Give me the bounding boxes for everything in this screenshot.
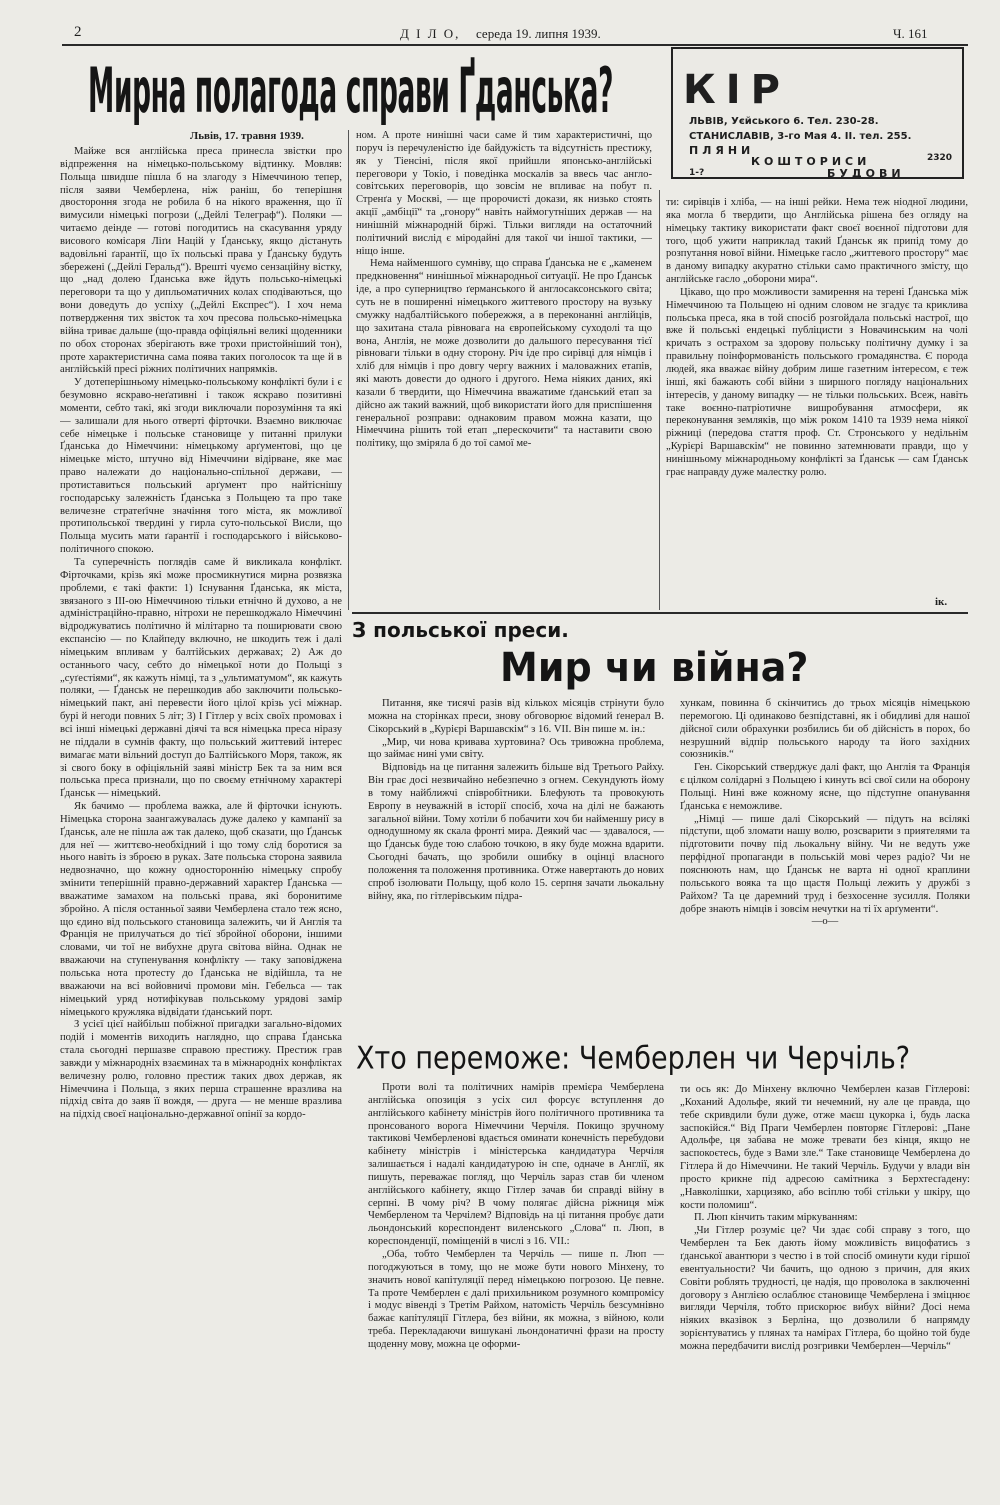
- paragraph: ном. А проте нинішні часи саме й тим характеристичні, що поруч із перечуленістю іде байдужість та відсутність престижу, як у Тіенсіні, після якої прийшли японсько-англійські переговори у Токіо, і поведінка москалів за ввесь час англо-совітських переговорів, що зовсім не впливає на побут п. Стренґа у Москві, — ще пророчисті докази, як низько стоять акції „амбіції“ та „гонору“ навіть наймогутніших держав — на нинішній міжнародній біржі. Тільки вигляди на остаточний політичний вислід є міродайні для такої чи іншої тактики, — ніщо інше.: [356, 130, 652, 257]
- article3-title: Хто переможе: Чемберлен чи Черчіль?: [356, 1040, 911, 1077]
- column-divider: [348, 130, 349, 610]
- paragraph: З усієї цієї найбільш побіжної пригадки загально-відомих подій і моментів виходить наглядно, що справа Ґданська стала сьогодні першазве справою престижу. Престиж грав завжди у міжнародніх взаєминах та в міжнародніх конфліктах величезну ролю, головно престиж таких двох держав, як Німеччина і Польща, з яких перша страшенне вразлива на підхід світа до заяв її вождя, — друга — не менше вразлива на підхід своєї національно-державної опінії за кордо-: [60, 1019, 342, 1121]
- column-divider: [659, 190, 660, 610]
- paragraph: „Оба, тобто Чемберлен та Черчіль — пише п. Люп — погоджуються в тому, що не може бути нового Мінхену, то значить нової капітуляції перед німецькою погрозою. Це певне. Та проте Чемберлен є далі прихильником розумного компромісу і модус вівенді з Третім Райхом, натомість Черчіль безсумнівно бажає капітуляції Гітлера, без війни, як можна, з війною, коли треба. Перекладаючи вишукані льондонатичні фрази на просту щоденну мову, можна це оформи-: [368, 1248, 664, 1350]
- header-rule: [62, 44, 968, 46]
- article1-column-2: [356, 130, 652, 612]
- paragraph: Цікаво, що про можливости замирення на терені Ґданська між Німеччиною та Польщею ні одним словом не згадує та криклива польська преса, яка в той спосіб розгойдала польські настрої, що вже й польські ендецькі публіцисти з Новачинським на чолі кричать з острахом за здорову польську політичну думку і за правильну поінформованість польського громадянства. Є порода людей, яка вважає війну добрим лише газетним інтересом, є теж інші, які бажають собі війни з ширшого погляду національних інтересів, у даному випадку — не тільки польських. Всеж, навіть таке воєнно-патріотичне вишробування атмосфери, як переконування земляків, що між роком 1410 та 1939 нема ніякої ріжниці (передова стаття проф. Ст. Стронського у недільнім „Курієрі Варшавскім“ не повинно затемнювати правди, що у нинішньому міжнародньому конфлікті за Ґданськ — сам Ґданськ грає направду дуже малеcтку ролю.: [666, 286, 968, 478]
- ad-buildings: БУДОВИ: [827, 167, 905, 180]
- paragraph: Як бачимо — проблема важка, але й фірточки існують. Німецька сторона заангажувалась дуже далеко у кампанії за Ґданськ, але не пішла аж так далеко, щоб сказати, що Ґданськ для неї — життєво-необхідний і що тому слід боротися за нього навіть із зброєю в руках. Зате польська сторона заявила недвозначно, що кожну одностороннію німецьку спробу змінити теперішній правно-державний характер Ґданська — вважатиме замахом на польські права, які боронитиме збройно. А після останньої заяви Чемберлена стало теж ясно, що єдино від польського становища залежить, чи й Англія та Франція не прилучаться до тієї збройної оборони, іншими словами, чи тої не вибухне друга світова війна. Однак не вважаючи на ступенування конфлікту — таку заповіджена польська нота протесту до Ґданська не відійшла, та не вважаючи на всі войовничі промови мін. Гебельса — так німецький уряд нотифікував польському урядові замір німецького кружляка відвідати ґданський порт.: [60, 801, 342, 1018]
- ad-code-right: 2320: [927, 153, 953, 163]
- ad-box-kir: [671, 47, 964, 179]
- article1-title: Мирна полагода справи Ґданська?: [88, 56, 614, 128]
- paragraph: Проти волі та політичних намірів премієра Чемберлена англійська опозиція з усіх сил форсує вступлення до англійського кабінету міністрів його політичного противника та пронсованого ворога Німеччини Черчіля. Покищо зручному тактикові Чемберленові вдається оминати конечність перебудови кабінету міністрів і міністерська кандидатура Черчіля залишається і надалі кандидатурою ін спе, одначе в Англії, як пишуть, переважає погляд, що Черчіль зараз став би членом англійського кабінету, якщо Гітлер зачав би справді війну в серпні. В чому річ? В чому полягає дійсна ріжниця між Чемберленом та Черчілем? Відповідь на ці питання пробує дати льондонський кореспондент виленського „Слова“ п. Люп, в кореспонденції, поміщеній в числі з 16. VII.:: [368, 1082, 664, 1248]
- article1-signature: ік.: [935, 596, 948, 608]
- separator: —о—: [811, 916, 839, 928]
- page-number: 2: [74, 24, 82, 40]
- issue-number: Ч. 161: [893, 26, 928, 41]
- ad-name: КІР: [683, 67, 790, 113]
- ad-code-left: 1-?: [689, 168, 705, 178]
- ad-estimates: КОШТОРИСИ: [751, 155, 871, 168]
- paragraph: У дотеперішньому німецько-польському конфлікті були і є безумовно яскраво-неґативні і також яскраво позитивні моменти, себто такі, які згоди виключали порозуміння та які — залишали для нього отверті фірточки. Взаємно виключає себе німецьке і польське становище у питанні прилуки Ґданська до Німеччини: німецькому арґументові, що це німецьке місто, штучно від Німеччини відірване, яке має право належати до національно-спільної держави, — протиставиться польський арґумент про найтіснішу господарську залежність Ґданська з Польщею та про таке величезне стратеґічне значіння того міста, як можливої протипольської твердині у гирла суто-польської Висли, що Польща мусить мати ґарантії і господарського і військово-політичного спокою.: [60, 377, 342, 556]
- article1-column-1: [60, 146, 342, 1502]
- paragraph: П. Люп кінчить таким міркуванням:: [694, 1212, 858, 1224]
- paragraph: Відповідь на це питання залежить більше від Третього Райху. Він грає досі незвичайно небезпечно з огнем. Секундують йому в тому найближчі співробітники. Блефують та провокують Европу в неуважній в історії спосіб, хоча на ділі не бажають загальної війни. Тому хотіли б побачити хоч би найменшу рису в однодушному як скала фронті мира. Деякий час — здавалося, — що Ґданськ буде тою слабою точкою, в яку буде можна вдарити. Сьогодні бачать, що зробили ошибку в оцінці власного положення та положення противника. Отже навертають до нових спроб ізолювати Польщу, щоб коло 15. серпня зачати льокальну війну, яка, по гітлерівським підра-: [368, 762, 664, 902]
- paragraph: „Німці — пише далі Сікорський — підуть на всілякі підступи, щоб зломати нашу волю, розсварити з приятелями та підготовити почву під льокальну війну. Чи не ведуть уже перфідної пропаганди в польській мові через радіо? Чи не пояснюють нам, що Ґданськ не варта ні одної краплини польського вояка та що щастя Польщі лежить у дружбі з Райхом? Та це даремний труд і безхосенне зусилля. Поляки добре знають німців і зовсім нечутки на ті їх арґументи“.: [680, 813, 970, 915]
- article3-column-2: [680, 1084, 970, 1502]
- newspaper-name: Д І Л О,: [400, 26, 461, 41]
- section-rule: [352, 612, 968, 614]
- article2-kicker: З польської преси.: [352, 618, 569, 642]
- paragraph: хункам, повинна б скінчитись до трьох місяців німецькою перемогою. Ці одинаково безпідставні, як і обидливі для нашої дійсної сили обрахунки розбились би об дійсність в порох, бо незрушний відпір польського народу та його західних союзників.“: [680, 698, 970, 761]
- article2-column-1: [368, 698, 664, 1038]
- paragraph: ти: сирівців і хліба, — на інші рейки. Нема теж ніодної людини, яка могла б твердити, що Англійська рішена без огляду на німецьку тактику використати факт своєї воєнної підготови для того, щоб ужити наприклад такий Ґданськ як припід тому до розпутання нової війни. Німецьке гасло „життевого простору“ має в даному випадку акуратно стільки само практичного змісту, що англійське гасло „оборони мира“.: [666, 197, 968, 286]
- paragraph: ти ось як: До Мінхену включно Чемберлен казав Гітлерові: „Коханий Адольфе, який ти нечемний, ну але це правда, що тебе скривдили були дуже, отже маєш цукорка і, будь ласка заспокійся.“ Від Праги Чемберлен повторяє Гітлерові: „Пане Адольфе, ця забава не може тревати без кінця, якщо не заспокоєтесь, буде з Вами зле.“ Таке становище Чемберлена до Гітлера й до Німеччини. Не такий Черчіль. Будучи у влади він просто крикне під адресою самітника з Берхтесґадену: „Навколішки, харцизяко, або всіплю тобі стільки у шкіру, що кости поломиш“.: [680, 1084, 970, 1211]
- article1-dateline: Львів, 17. травня 1939.: [190, 130, 304, 142]
- paragraph: Майже вся англійська преса принесла звістки про відпрeження на німецько-польському відтинку. Мовляв: Польща швидше пішла б на злагоду з Німеччиною тепер, після заяви Чемберлена, ніж раніш, бо теперішня двостороння згода не робила б на нікого враження, що її вимусили німецькі погрози („Дейлі Телеграф“). Поляки — читаємо деінде — готові погодитись на скасування уряду висового комісаря Ліґи Націй у Ґданську, якщо дістануть вадовільні ґарантії, що їх польські права у Ґданську будуть збережені („Дейлі Геральд“). Врешті чуємо сензаційну вістку, що „над долею Ґданська вже йдуть польсько-німецькі переговори та що у дипльоматичних колах сподіваються, що вони доведуть до успіху („Дейлі Експрес“). І хоч нема потвердження тих звісток та хоч пресова польсько-німецька війна триває дальше (що-правда офіціяльні великі щоденники по обох сторонах зберігають вже трохи пристойніший тон), проте характеристична сама поява таких поголосок та ще й в англійській пресі ріжних політичних напрямків.: [60, 146, 342, 376]
- ad-address-stanyslaviv: СТАНИСЛАВІВ, 3-го Мая 4. II. тел. 255.: [689, 131, 912, 142]
- ad-plans: ПЛЯНИ: [689, 144, 755, 157]
- paragraph: Ген. Сікорський стверджує далі факт, що Англія та Франція є цілком солідарні з Польщею і кинуть всі свої сили на оборону Польщі. Нині вже кожному ясне, що підступне опанування Ґданська є неможливе.: [680, 762, 970, 812]
- article3-column-1: [368, 1082, 664, 1502]
- paragraph: Питання, яке тисячі разів від кількох місяців стрінути було можна на сторінках преси, знову обговорює відомий ґенерал В. Сікорський в „Курієрі Варшавскім“ з 16. VII. Він пише м. ін.:: [368, 698, 664, 735]
- paragraph: Та суперечність поглядів саме й викликала конфлікт. Фірточками, крізь які може просмикнутися мирна розвязка проблеми, є такі факти: 1) Існування Ґданська, як міста, звязаного з ІІІ-ою Німеччиною тільки етнічно й духово, а не адміністраційно-правно, нітрохи не перешкоджало Німеччині відроджуватись політично й мілітарно та поширювати свою експансію — по Клайпеду включно, не шкодить теж і далі німецьким впливам у балтійських державах; 2) Аж до останнього часу, себто до німецької ноти до Польщі з „суґестіями“, як кажуть німці, та з „ультиматумом“, як кажуть поляки, — Ґданськ не перешкодив або заключити польсько-німецький пакт, ані перевести його цілої крізь усі міжнар. бурі й негоди повних 5 літ; 3) І Гітлер у всіх своїх промовах і всі інші німецькі державні діячі та вся німецька преса ніразу не піддали в сумнів факту, що польський життевий інтерес вимагає мати вільний доступ до Балтійського Моря, також, як зі свого боку в офіціяльній заяві міністр Бек та за ним вся польська преса признали, що по своєму етнічному характері Ґданськ — німецький.: [60, 557, 342, 800]
- article2-column-2: [680, 698, 970, 1028]
- paragraph: Нема найменшого сумніву, що справа Ґданська не є „каменем предкновення“ нинішньої міжнародньої ситуації. Не про Ґданськ іде, а про суперництво ґерманського й англосаксонського світа; суть не в поширенні німецького життевого простору на вузьку смужку надбалтійського побережжя, а в переконанні англійців, що захитана стала рівновага на європейському суходолі та що вона, Англія, не може дозволити до дальшого пересування тієї рівноваги тільки в одну сторону. Річ іде про сирівці для німців і хліб для німців і про довгу чергу важних і маловажних етапів, які мають довести до одного і другого. Нема ніяких даних, які казали б твердити, що Німеччина вважатиме ґданський етап за дійсно аж такий важний, щоб використати його для приспішення генеральної розправи: однаковим правом можна казати, що Німеччина рішить той етап „перескочити“ та наставити свою політику, що змірялa б до тої самої ме-: [356, 258, 652, 450]
- article1-column-3: [666, 197, 968, 599]
- issue-date: середа 19. липня 1939.: [476, 26, 601, 41]
- ad-address-lviv: ЛЬВІВ, Уєйського 6. Тел. 230-28.: [689, 116, 879, 127]
- paragraph: „Мир, чи нова кривава хуртовина? Ось тривожна проблема, що займає нині уми світу.: [368, 736, 664, 761]
- article2-title: Мир чи війна?: [500, 644, 809, 691]
- paragraph: „Чи Гітлер розуміє це? Чи здає собі справу з того, що Чемберлен та Бек дають йому можливість вицофатись з ґданської авантюри з честю і в той спосіб оминути куди гіршої евентуальности? Чи бачить, що одною з причин, для яких Совіти роблять трудності, це надія, що проволока в заключенні договору з Англією ослаблює становище Чемберлена і зміцнює вигляди Черчіля, тобто прискорює вибух війни? Досі нема ніяких вказівок з Берліна, що дозволили б напрямду зорієнтуватись у плянах та намірах Гітлера, бо щойно той буде можна передбачити вислід розгривки Чемберлен—Черчіль“: [680, 1225, 970, 1352]
